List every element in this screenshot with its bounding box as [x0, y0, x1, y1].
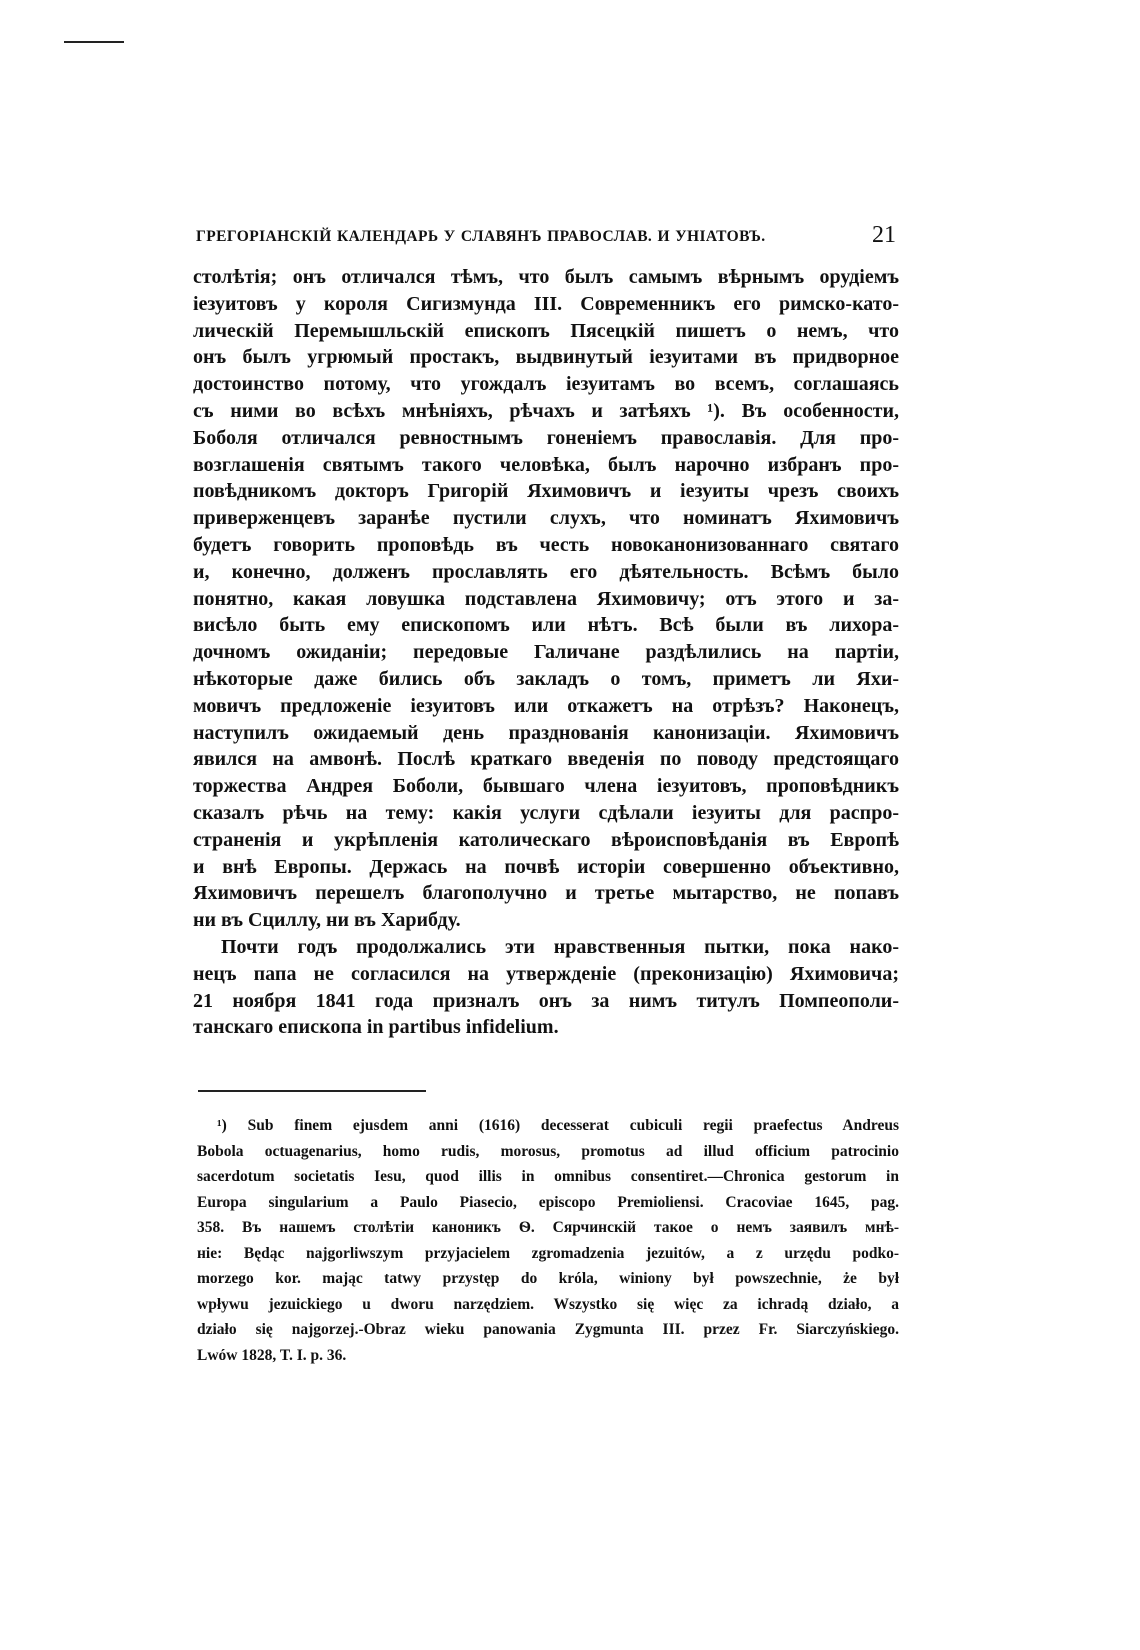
text-line: торжества Андрея Боболи, бывшаго члена іезуитовъ, проповѣдникъ	[193, 775, 899, 798]
main-text	[193, 264, 899, 1041]
corner-mark-rule	[64, 41, 124, 43]
running-title: ГРЕГОРІАНСКІЙ КАЛЕНДАРЬ У СЛАВЯНЪ ПРАВОСЛАВ. И УНІАТОВЪ.	[196, 228, 766, 245]
text-line: 21 ноября 1841 года призналъ онъ за нимъ титулъ Помпеополи-	[193, 989, 899, 1012]
text-line: понятно, какая ловушка подставлена Яхимовичу; отъ этого и за-	[193, 587, 899, 610]
footnote	[197, 1113, 899, 1368]
running-head	[196, 222, 896, 252]
text-line: съ ними во всѣхъ мнѣніяхъ, рѣчахъ и затѣяхъ ¹). Въ особенности,	[193, 399, 899, 422]
text-line: будетъ говорить проповѣдь въ честь новоканонизованнаго святаго	[193, 533, 899, 556]
text-line: сказалъ рѣчь на тему: какія услуги сдѣлали іезуиты для распро-	[193, 801, 899, 824]
footnote-line: działo się najgorzej.-Obraz wieku panowania Zygmunta III. przez Fr. Siarczyńskiego.	[197, 1321, 899, 1338]
text-line: онъ былъ угрюмый простакъ, выдвинутый іезуитами въ придворное	[193, 346, 899, 369]
footnote-line: Europa singularium a Paulo Piasecio, episcopo Premioliensi. Cracoviae 1645, pag.	[197, 1193, 899, 1211]
text-line: нѣкоторые даже бились объ закладъ о томъ, приметъ ли Яхи-	[193, 667, 899, 690]
footnote-line: Lwów 1828, T. I. p. 36.	[197, 1346, 347, 1364]
text-line: лическій Перемышльскій епископъ Пясецкій пишетъ о немъ, что	[193, 319, 899, 342]
text-line: столѣтія; онъ отличался тѣмъ, что былъ самымъ вѣрнымъ орудіемъ	[193, 266, 899, 288]
footnote-divider	[198, 1090, 426, 1092]
text-line: возглашенія святымъ такого человѣка, былъ нарочно избранъ про-	[193, 453, 899, 476]
text-line: Яхимовичъ перешелъ благополучно и третье мытарство, не попавъ	[193, 882, 899, 905]
text-line: танскаго епископа in partibus infidelium.	[193, 1016, 559, 1039]
text-line: и внѣ Европы. Держась на почвѣ исторіи совершенно объективно,	[193, 855, 899, 878]
text-line: Почти годъ продолжались эти нравственныя пытки, пока нако-	[221, 935, 899, 958]
text-line: ни въ Сциллу, ни въ Харибду.	[193, 909, 461, 932]
text-line: явился на амвонѣ. Послѣ краткаго введенія по поводу предстоящаго	[193, 748, 899, 771]
text-line: Боболя отличался ревностнымъ гоненіемъ православія. Для про-	[193, 426, 899, 449]
page-number: 21	[872, 222, 896, 248]
text-line: іезуитовъ у короля Сигизмунда III. Современникъ его римско-като-	[193, 292, 899, 315]
text-line: и, конечно, долженъ прославлять его дѣятельность. Всѣмъ было	[193, 560, 899, 583]
footnote-line: wpływu jezuickiego u dworu narzędziem. Wszystko się więc za ichradą działo, a	[197, 1295, 899, 1313]
text-line: мовичъ предложеніе іезуитовъ или откажетъ на отрѣзъ? Наконецъ,	[193, 694, 899, 717]
footnote-line: morzego kor. mając tatwy przystęp do króla, winiony był powszechnie, że był	[197, 1270, 899, 1287]
footnote-line: 358. Въ нашемъ столѣтіи каноникъ Ѳ. Сярчинскій такое о немъ заявилъ мнѣ-	[197, 1219, 899, 1236]
footnote-line: ніе: Będąc najgorliwszym przyjacielem zgromadzenia jezuitów, a z urzędu podko-	[197, 1244, 899, 1262]
text-line: дочномъ ожиданіи; передовые Галичане раздѣлились на партіи,	[193, 641, 899, 664]
text-line: достоинство потому, что угождалъ іезуитамъ во всемъ, соглашаясь	[193, 373, 899, 396]
footnote-line: sacerdotum societatis Iesu, quod illis in omnibus consentiret.—Chronica gestorum in	[197, 1168, 899, 1185]
footnote-line: ¹) Sub finem ejusdem anni (1616) decesserat cubiculi regii praefectus Andreus	[217, 1117, 899, 1134]
text-line: висѣло быть ему епископомъ или нѣтъ. Всѣ были въ лихора-	[193, 614, 899, 637]
text-line: страненія и укрѣпленія католическаго вѣроисповѣданія въ Европѣ	[193, 828, 899, 851]
text-line: нецъ папа не согласился на утвержденіе (преконизацію) Яхимовича;	[193, 962, 899, 985]
text-line: приверженцевъ заранѣе пустили слухъ, что номинатъ Яхимовичъ	[193, 507, 899, 530]
text-line: наступилъ ожидаемый день празднованія канонизаціи. Яхимовичъ	[193, 721, 899, 744]
footnote-line: Bobola octuagenarius, homo rudis, morosus, promotus ad illud officium patrocinio	[197, 1142, 899, 1160]
text-line: повѣдникомъ докторъ Григорій Яхимовичъ и іезуиты чрезъ своихъ	[193, 480, 899, 503]
